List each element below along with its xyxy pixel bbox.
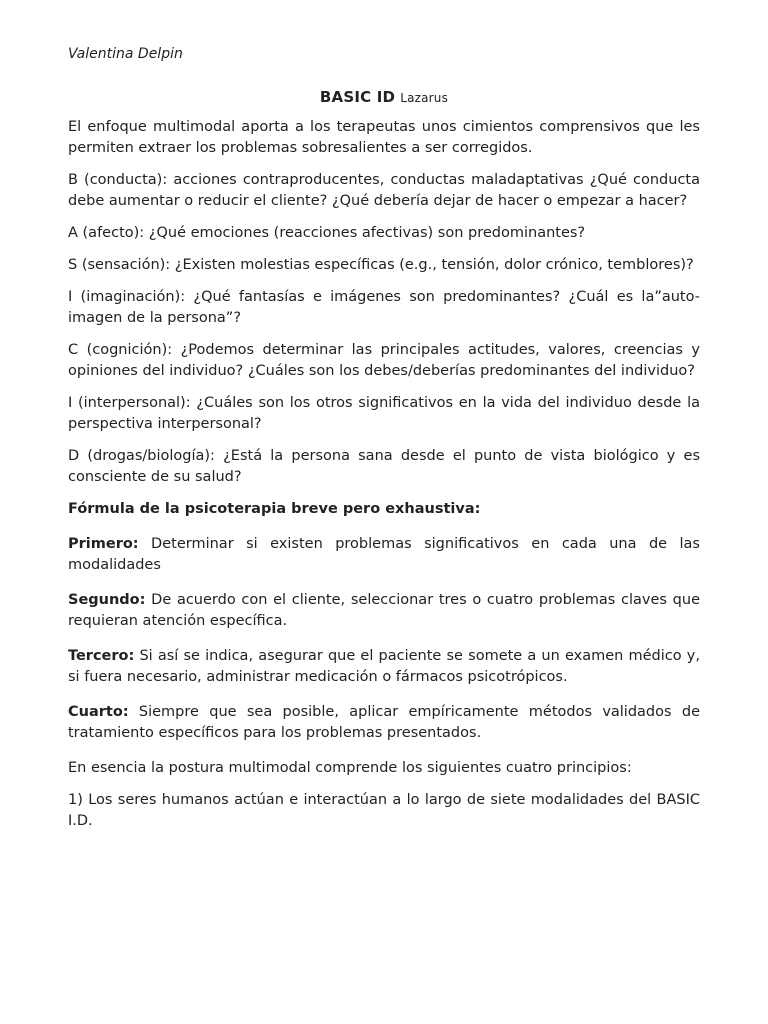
step-first-text: Determinar si existen problemas significativos en cada una de las modalidades xyxy=(68,536,700,573)
principle-one-paragraph: 1) Los seres humanos actúan e interactúan a lo largo de siete modalidades del BASIC I.D. xyxy=(68,792,700,829)
step-first-paragraph xyxy=(68,534,700,576)
step-third-text: Si así se indica, asegurar que el paciente se somete a un examen médico y, si fuera necesario, administrar medicación o fármacos psicotrópicos. xyxy=(68,648,700,685)
modality-s-paragraph: S (sensación): ¿Existen molestias específicas (e.g., tensión, dolor crónico, temblores)? xyxy=(68,257,694,273)
modality-c-paragraph: C (cognición): ¿Podemos determinar las principales actitudes, valores, creencias y opiniones del individuo? ¿Cuáles son los debes/deberías predominantes del individuo? xyxy=(68,342,700,379)
principles-intro-paragraph: En esencia la postura multimodal comprende los siguientes cuatro principios: xyxy=(68,760,632,776)
step-second-label: Segundo: xyxy=(68,592,146,608)
step-third-paragraph xyxy=(68,646,700,688)
step-second-text: De acuerdo con el cliente, seleccionar tres o cuatro problemas claves que requieran atención específica. xyxy=(68,592,700,629)
modality-a-paragraph: A (afecto): ¿Qué emociones (reacciones afectivas) son predominantes? xyxy=(68,225,586,241)
step-third-label: Tercero: xyxy=(68,648,135,664)
step-first-label: Primero: xyxy=(68,536,139,552)
step-fourth-text: Siempre que sea posible, aplicar empíricamente métodos validados de tratamiento específicos para los problemas presentados. xyxy=(68,704,700,741)
modality-i-interpersonal-paragraph: I (interpersonal): ¿Cuáles son los otros significativos en la vida del individuo desde la perspectiva interpersonal? xyxy=(68,395,700,432)
modality-d-paragraph: D (drogas/biología): ¿Está la persona sana desde el punto de vista biológico y es consciente de su salud? xyxy=(68,448,700,485)
modality-b-paragraph: B (conducta): acciones contraproducentes, conductas maladaptativas ¿Qué conducta debe aumentar o reducir el cliente? ¿Qué debería dejar de hacer o empezar a hacer? xyxy=(68,172,700,209)
formula-heading: Fórmula de la psicoterapia breve pero exhaustiva: xyxy=(68,501,481,517)
title-main: BASIC ID xyxy=(319,88,396,106)
author-name: Valentina Delpin xyxy=(68,46,183,62)
intro-paragraph: El enfoque multimodal aporta a los terapeutas unos cimientos comprensivos que les permiten extraer los problemas sobresalientes a ser corregidos. xyxy=(68,119,700,156)
step-fourth-paragraph xyxy=(68,702,700,744)
document-title xyxy=(68,86,700,109)
modality-i-imagination-paragraph: I (imaginación): ¿Qué fantasías e imágenes son predominantes? ¿Cuál es la”auto-imagen de la persona”? xyxy=(68,289,700,326)
title-subtitle: Lazarus xyxy=(400,91,449,105)
step-fourth-label: Cuarto: xyxy=(68,704,129,720)
step-second-paragraph xyxy=(68,590,700,632)
